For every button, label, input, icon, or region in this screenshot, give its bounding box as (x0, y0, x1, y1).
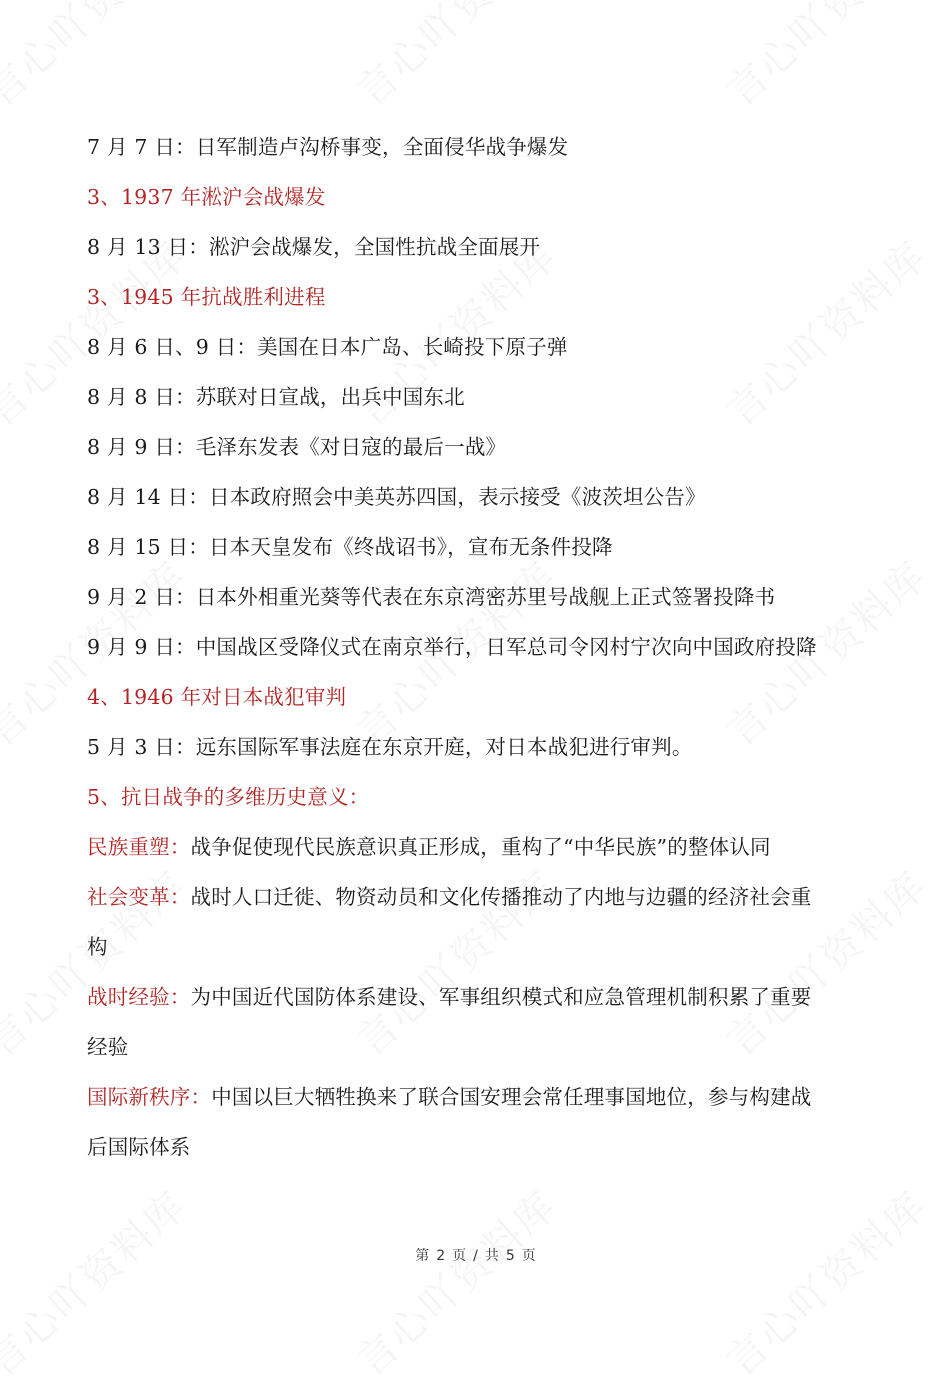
entry-text: 日本天皇发布《终战诏书》，宣布无条件投降 (208, 535, 613, 559)
entry-date: 8 月 8 日： (87, 385, 196, 409)
timeline-entry (87, 472, 877, 522)
significance-text: 为中国近代国防体系建设、军事组织模式和应急管理机制积累了重要 (190, 985, 812, 1009)
significance-text: 中国以巨大牺牲换来了联合国安理会常任理事国地位，参与构建战 (211, 1085, 812, 1109)
page-prefix: 第 (415, 1248, 431, 1264)
timeline-entry (87, 122, 877, 172)
entry-text: 日本外相重光葵等代表在东京湾密苏里号战舰上正式签署投降书 (195, 585, 776, 609)
watermark (342, 1176, 567, 1387)
entry-date: 9 月 2 日： (87, 585, 196, 609)
entry-text: 毛泽东发表《对日寇的最后一战》 (195, 435, 507, 459)
significance-label: 战时经验： (87, 985, 191, 1009)
significance-item (87, 972, 877, 1022)
timeline-entry (87, 372, 877, 422)
significance-label: 社会变革： (87, 885, 191, 909)
timeline-entry (87, 572, 877, 622)
timeline-entry (87, 522, 877, 572)
page-footer (0, 1245, 952, 1265)
significance-text: 战时人口迁徙、物资动员和文化传播推动了内地与边疆的经济社会重 (190, 885, 812, 909)
entry-text: 中国战区受降仪式在南京举行，日军总司令冈村宁次向中国政府投降 (195, 635, 817, 659)
watermark (0, 1176, 197, 1387)
significance-text-continued: 构 (87, 935, 108, 959)
entry-date: 8 月 9 日： (87, 435, 196, 459)
entry-text: 日本政府照会中美英苏四国，表示接受《波茨坦公告》 (208, 485, 706, 509)
significance-item (87, 1072, 877, 1122)
section-heading: 4、1946 年对日本战犯审判 (87, 685, 347, 709)
entry-date: 8 月 14 日： (87, 485, 209, 509)
entry-text: 日军制造卢沟桥事变，全面侵华战争爆发 (195, 135, 569, 159)
significance-item (87, 822, 877, 872)
significance-label: 国际新秩序： (87, 1085, 212, 1109)
entry-text: 远东国际军事法庭在东京开庭，对日本战犯进行审判。 (195, 735, 693, 759)
watermark (0, 0, 197, 117)
entry-date: 7 月 7 日： (87, 135, 196, 159)
entry-date: 9 月 9 日： (87, 635, 196, 659)
entry-date: 8 月 15 日： (87, 535, 209, 559)
entry-text: 苏联对日宣战，出兵中国东北 (195, 385, 465, 409)
section-heading: 3、1945 年抗战胜利进程 (87, 285, 326, 309)
current-page-number: 2 (436, 1248, 447, 1264)
page-word: 页 (452, 1248, 468, 1264)
total-page-number: 5 (505, 1248, 516, 1264)
section-heading: 3、1937 年淞沪会战爆发 (87, 185, 326, 209)
timeline-entry (87, 722, 877, 772)
watermark (712, 0, 937, 117)
significance-text: 战争促使现代民族意识真正形成，重构了“中华民族”的整体认同 (190, 835, 771, 859)
page-separator: / (473, 1248, 479, 1264)
significance-text-continued: 后国际体系 (87, 1135, 191, 1159)
watermark (712, 1176, 937, 1387)
timeline-entry (87, 422, 877, 472)
watermark (342, 0, 567, 117)
total-prefix: 共 (484, 1248, 500, 1264)
section-heading: 5、抗日战争的多维历史意义： (87, 785, 370, 809)
entry-date: 8 月 6 日、9 日： (87, 335, 258, 359)
entry-text: 淞沪会战爆发，全国性抗战全面展开 (208, 235, 541, 259)
timeline-entry (87, 622, 877, 672)
entry-date: 8 月 13 日： (87, 235, 209, 259)
entry-text: 美国在日本广岛、长崎投下原子弹 (257, 335, 568, 359)
document-body (87, 122, 877, 1172)
significance-text-continued: 经验 (87, 1035, 129, 1059)
timeline-entry (87, 222, 877, 272)
timeline-entry (87, 322, 877, 372)
significance-label: 民族重塑： (87, 835, 191, 859)
page-word: 页 (521, 1248, 537, 1264)
significance-item (87, 872, 877, 922)
entry-date: 5 月 3 日： (87, 735, 196, 759)
